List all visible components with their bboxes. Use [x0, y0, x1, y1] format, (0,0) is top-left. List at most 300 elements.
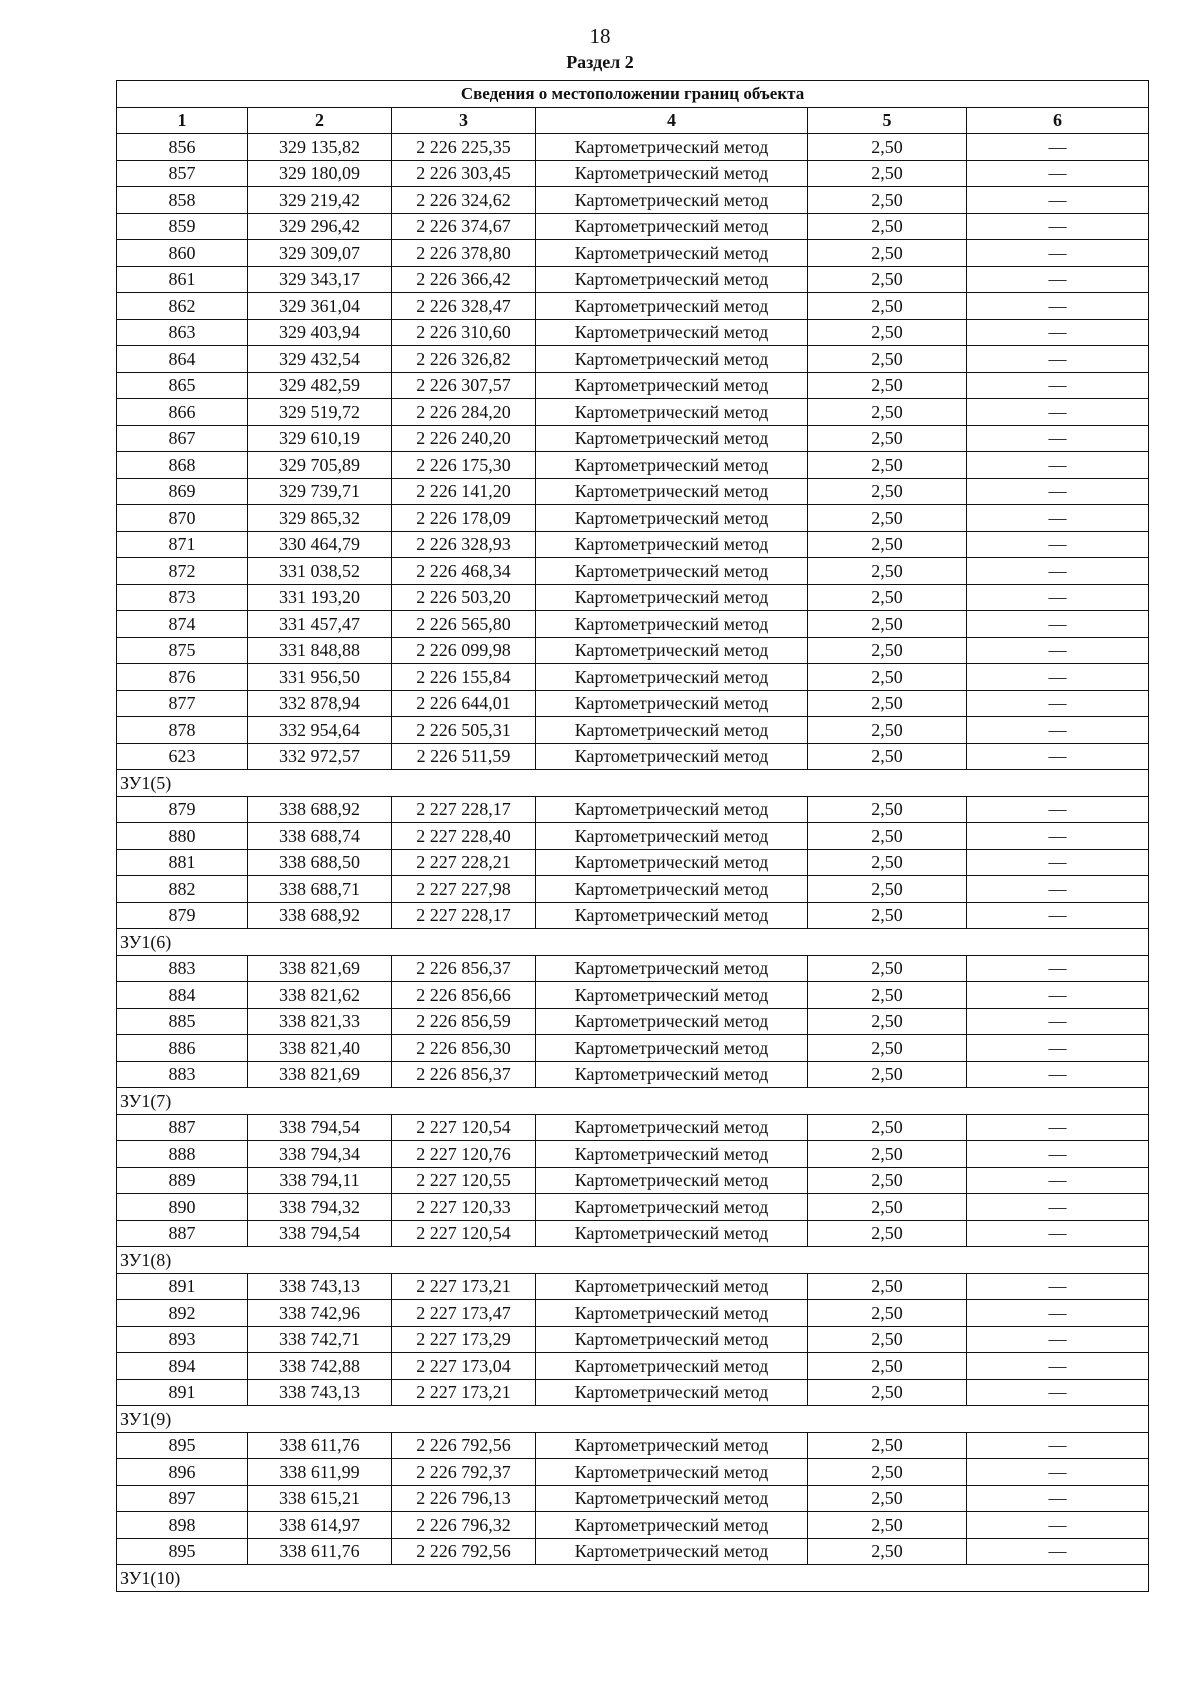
table-row [117, 1273, 1149, 1300]
accuracy-cell: 2,50 [808, 1273, 967, 1300]
accuracy-cell: 2,50 [808, 1008, 967, 1035]
point-number-cell: 897 [117, 1485, 248, 1512]
method-cell: Картометрический метод [536, 1512, 808, 1539]
column-number: 5 [808, 107, 967, 134]
group-header-row [117, 770, 1149, 797]
y-coordinate-cell: 2 226 856,59 [392, 1008, 536, 1035]
x-coordinate-cell: 329 361,04 [248, 293, 392, 320]
y-coordinate-cell: 2 226 856,66 [392, 982, 536, 1009]
method-cell: Картометрический метод [536, 982, 808, 1009]
column-numbers-row [117, 107, 1149, 134]
y-coordinate-cell: 2 226 796,13 [392, 1485, 536, 1512]
accuracy-cell: 2,50 [808, 372, 967, 399]
table-row [117, 1141, 1149, 1168]
method-cell: Картометрический метод [536, 346, 808, 373]
y-coordinate-cell: 2 226 503,20 [392, 584, 536, 611]
method-cell: Картометрический метод [536, 425, 808, 452]
point-number-cell: 870 [117, 505, 248, 532]
point-number-cell: 861 [117, 266, 248, 293]
point-number-cell: 895 [117, 1432, 248, 1459]
point-number-cell: 876 [117, 664, 248, 691]
table-row [117, 664, 1149, 691]
accuracy-cell: 2,50 [808, 319, 967, 346]
note-cell: — [967, 902, 1149, 929]
point-number-cell: 858 [117, 187, 248, 214]
y-coordinate-cell: 2 226 856,37 [392, 955, 536, 982]
y-coordinate-cell: 2 226 565,80 [392, 611, 536, 638]
y-coordinate-cell: 2 227 228,17 [392, 796, 536, 823]
x-coordinate-cell: 329 296,42 [248, 213, 392, 240]
y-coordinate-cell: 2 226 328,93 [392, 531, 536, 558]
method-cell: Картометрический метод [536, 849, 808, 876]
x-coordinate-cell: 332 878,94 [248, 690, 392, 717]
method-cell: Картометрический метод [536, 1459, 808, 1486]
accuracy-cell: 2,50 [808, 134, 967, 161]
point-number-cell: 890 [117, 1194, 248, 1221]
note-cell: — [967, 823, 1149, 850]
note-cell: — [967, 1220, 1149, 1247]
table-row [117, 743, 1149, 770]
x-coordinate-cell: 338 614,97 [248, 1512, 392, 1539]
method-cell: Картометрический метод [536, 1379, 808, 1406]
y-coordinate-cell: 2 226 326,82 [392, 346, 536, 373]
accuracy-cell: 2,50 [808, 664, 967, 691]
point-number-cell: 896 [117, 1459, 248, 1486]
table-row [117, 160, 1149, 187]
note-cell: — [967, 266, 1149, 293]
x-coordinate-cell: 338 688,74 [248, 823, 392, 850]
x-coordinate-cell: 338 794,11 [248, 1167, 392, 1194]
method-cell: Картометрический метод [536, 584, 808, 611]
point-number-cell: 877 [117, 690, 248, 717]
table-row [117, 1220, 1149, 1247]
accuracy-cell: 2,50 [808, 1035, 967, 1062]
x-coordinate-cell: 338 794,54 [248, 1220, 392, 1247]
point-number-cell: 894 [117, 1353, 248, 1380]
note-cell: — [967, 1035, 1149, 1062]
accuracy-cell: 2,50 [808, 849, 967, 876]
accuracy-cell: 2,50 [808, 1353, 967, 1380]
method-cell: Картометрический метод [536, 1061, 808, 1088]
x-coordinate-cell: 338 688,92 [248, 902, 392, 929]
land-plot-label: ЗУ1(7) [117, 1088, 1149, 1115]
y-coordinate-cell: 2 226 792,37 [392, 1459, 536, 1486]
table-row [117, 266, 1149, 293]
x-coordinate-cell: 338 743,13 [248, 1379, 392, 1406]
table-row [117, 372, 1149, 399]
x-coordinate-cell: 338 821,62 [248, 982, 392, 1009]
point-number-cell: 869 [117, 478, 248, 505]
method-cell: Картометрический метод [536, 1353, 808, 1380]
land-plot-label: ЗУ1(5) [117, 770, 1149, 797]
note-cell: — [967, 1459, 1149, 1486]
table-row [117, 213, 1149, 240]
x-coordinate-cell: 338 615,21 [248, 1485, 392, 1512]
accuracy-cell: 2,50 [808, 399, 967, 426]
point-number-cell: 866 [117, 399, 248, 426]
group-header-row [117, 929, 1149, 956]
y-coordinate-cell: 2 226 644,01 [392, 690, 536, 717]
method-cell: Картометрический метод [536, 266, 808, 293]
column-number: 4 [536, 107, 808, 134]
note-cell: — [967, 876, 1149, 903]
method-cell: Картометрический метод [536, 955, 808, 982]
note-cell: — [967, 319, 1149, 346]
point-number-cell: 875 [117, 637, 248, 664]
point-number-cell: 857 [117, 160, 248, 187]
note-cell: — [967, 1485, 1149, 1512]
y-coordinate-cell: 2 226 468,34 [392, 558, 536, 585]
point-number-cell: 895 [117, 1538, 248, 1565]
table-body [117, 81, 1149, 1592]
x-coordinate-cell: 329 403,94 [248, 319, 392, 346]
table-row [117, 955, 1149, 982]
method-cell: Картометрический метод [536, 1485, 808, 1512]
y-coordinate-cell: 2 227 173,04 [392, 1353, 536, 1380]
y-coordinate-cell: 2 226 155,84 [392, 664, 536, 691]
point-number-cell: 878 [117, 717, 248, 744]
note-cell: — [967, 425, 1149, 452]
x-coordinate-cell: 338 611,76 [248, 1538, 392, 1565]
boundary-coordinates-table [116, 80, 1149, 1592]
table-row [117, 399, 1149, 426]
y-coordinate-cell: 2 226 366,42 [392, 266, 536, 293]
point-number-cell: 891 [117, 1379, 248, 1406]
x-coordinate-cell: 338 821,69 [248, 955, 392, 982]
y-coordinate-cell: 2 227 228,40 [392, 823, 536, 850]
accuracy-cell: 2,50 [808, 1432, 967, 1459]
table-row [117, 1326, 1149, 1353]
page-number: 18 [589, 24, 611, 48]
method-cell: Картометрический метод [536, 1141, 808, 1168]
point-number-cell: 880 [117, 823, 248, 850]
table-row [117, 346, 1149, 373]
x-coordinate-cell: 329 219,42 [248, 187, 392, 214]
point-number-cell: 884 [117, 982, 248, 1009]
table-row [117, 1379, 1149, 1406]
note-cell: — [967, 1008, 1149, 1035]
accuracy-cell: 2,50 [808, 1167, 967, 1194]
y-coordinate-cell: 2 226 856,30 [392, 1035, 536, 1062]
point-number-cell: 889 [117, 1167, 248, 1194]
method-cell: Картометрический метод [536, 664, 808, 691]
note-cell: — [967, 1300, 1149, 1327]
y-coordinate-cell: 2 227 120,76 [392, 1141, 536, 1168]
accuracy-cell: 2,50 [808, 425, 967, 452]
accuracy-cell: 2,50 [808, 982, 967, 1009]
method-cell: Картометрический метод [536, 1008, 808, 1035]
method-cell: Картометрический метод [536, 372, 808, 399]
point-number-cell: 863 [117, 319, 248, 346]
point-number-cell: 868 [117, 452, 248, 479]
note-cell: — [967, 849, 1149, 876]
x-coordinate-cell: 329 739,71 [248, 478, 392, 505]
accuracy-cell: 2,50 [808, 452, 967, 479]
y-coordinate-cell: 2 226 374,67 [392, 213, 536, 240]
accuracy-cell: 2,50 [808, 1141, 967, 1168]
note-cell: — [967, 1167, 1149, 1194]
y-coordinate-cell: 2 227 173,21 [392, 1379, 536, 1406]
y-coordinate-cell: 2 226 324,62 [392, 187, 536, 214]
table-row [117, 876, 1149, 903]
column-number: 1 [117, 107, 248, 134]
y-coordinate-cell: 2 227 120,54 [392, 1114, 536, 1141]
table-row [117, 1300, 1149, 1327]
y-coordinate-cell: 2 226 284,20 [392, 399, 536, 426]
note-cell: — [967, 664, 1149, 691]
x-coordinate-cell: 329 343,17 [248, 266, 392, 293]
y-coordinate-cell: 2 226 796,32 [392, 1512, 536, 1539]
accuracy-cell: 2,50 [808, 558, 967, 585]
table-row [117, 531, 1149, 558]
y-coordinate-cell: 2 226 792,56 [392, 1432, 536, 1459]
table-row [117, 1459, 1149, 1486]
point-number-cell: 879 [117, 796, 248, 823]
table-row [117, 1485, 1149, 1512]
point-number-cell: 860 [117, 240, 248, 267]
table-caption: Сведения о местоположении границ объекта [117, 81, 1149, 108]
accuracy-cell: 2,50 [808, 346, 967, 373]
accuracy-cell: 2,50 [808, 690, 967, 717]
accuracy-cell: 2,50 [808, 1114, 967, 1141]
point-number-cell: 874 [117, 611, 248, 638]
accuracy-cell: 2,50 [808, 717, 967, 744]
y-coordinate-cell: 2 227 120,55 [392, 1167, 536, 1194]
note-cell: — [967, 399, 1149, 426]
x-coordinate-cell: 331 956,50 [248, 664, 392, 691]
method-cell: Картометрический метод [536, 452, 808, 479]
y-coordinate-cell: 2 226 856,37 [392, 1061, 536, 1088]
column-number: 6 [967, 107, 1149, 134]
note-cell: — [967, 1273, 1149, 1300]
table-row [117, 240, 1149, 267]
table-row [117, 902, 1149, 929]
y-coordinate-cell: 2 226 141,20 [392, 478, 536, 505]
accuracy-cell: 2,50 [808, 611, 967, 638]
note-cell: — [967, 955, 1149, 982]
y-coordinate-cell: 2 227 173,47 [392, 1300, 536, 1327]
x-coordinate-cell: 338 794,32 [248, 1194, 392, 1221]
accuracy-cell: 2,50 [808, 637, 967, 664]
y-coordinate-cell: 2 227 120,33 [392, 1194, 536, 1221]
note-cell: — [967, 1141, 1149, 1168]
note-cell: — [967, 240, 1149, 267]
table-row [117, 452, 1149, 479]
method-cell: Картометрический метод [536, 1114, 808, 1141]
method-cell: Картометрический метод [536, 293, 808, 320]
y-coordinate-cell: 2 227 120,54 [392, 1220, 536, 1247]
note-cell: — [967, 505, 1149, 532]
point-number-cell: 893 [117, 1326, 248, 1353]
land-plot-label: ЗУ1(10) [117, 1565, 1149, 1592]
method-cell: Картометрический метод [536, 160, 808, 187]
note-cell: — [967, 982, 1149, 1009]
method-cell: Картометрический метод [536, 690, 808, 717]
accuracy-cell: 2,50 [808, 743, 967, 770]
table-row [117, 425, 1149, 452]
point-number-cell: 865 [117, 372, 248, 399]
y-coordinate-cell: 2 226 099,98 [392, 637, 536, 664]
method-cell: Картометрический метод [536, 399, 808, 426]
y-coordinate-cell: 2 227 228,17 [392, 902, 536, 929]
table-row [117, 187, 1149, 214]
note-cell: — [967, 531, 1149, 558]
accuracy-cell: 2,50 [808, 1459, 967, 1486]
note-cell: — [967, 1538, 1149, 1565]
table-row [117, 982, 1149, 1009]
table-row [117, 1035, 1149, 1062]
note-cell: — [967, 558, 1149, 585]
note-cell: — [967, 717, 1149, 744]
x-coordinate-cell: 338 742,71 [248, 1326, 392, 1353]
table-row [117, 1353, 1149, 1380]
y-coordinate-cell: 2 226 505,31 [392, 717, 536, 744]
x-coordinate-cell: 338 821,40 [248, 1035, 392, 1062]
note-cell: — [967, 1194, 1149, 1221]
point-number-cell: 887 [117, 1114, 248, 1141]
x-coordinate-cell: 329 135,82 [248, 134, 392, 161]
table-caption-row [117, 81, 1149, 108]
x-coordinate-cell: 338 743,13 [248, 1273, 392, 1300]
note-cell: — [967, 187, 1149, 214]
accuracy-cell: 2,50 [808, 796, 967, 823]
accuracy-cell: 2,50 [808, 160, 967, 187]
point-number-cell: 882 [117, 876, 248, 903]
method-cell: Картометрический метод [536, 1326, 808, 1353]
x-coordinate-cell: 329 482,59 [248, 372, 392, 399]
note-cell: — [967, 611, 1149, 638]
accuracy-cell: 2,50 [808, 823, 967, 850]
point-number-cell: 872 [117, 558, 248, 585]
table-row [117, 1194, 1149, 1221]
x-coordinate-cell: 331 848,88 [248, 637, 392, 664]
accuracy-cell: 2,50 [808, 213, 967, 240]
land-plot-label: ЗУ1(8) [117, 1247, 1149, 1274]
group-header-row [117, 1565, 1149, 1592]
x-coordinate-cell: 338 611,76 [248, 1432, 392, 1459]
x-coordinate-cell: 338 794,34 [248, 1141, 392, 1168]
group-header-row [117, 1406, 1149, 1433]
y-coordinate-cell: 2 227 227,98 [392, 876, 536, 903]
x-coordinate-cell: 329 309,07 [248, 240, 392, 267]
accuracy-cell: 2,50 [808, 1300, 967, 1327]
table-row [117, 690, 1149, 717]
method-cell: Картометрический метод [536, 213, 808, 240]
method-cell: Картометрический метод [536, 637, 808, 664]
x-coordinate-cell: 330 464,79 [248, 531, 392, 558]
x-coordinate-cell: 329 865,32 [248, 505, 392, 532]
note-cell: — [967, 346, 1149, 373]
y-coordinate-cell: 2 226 792,56 [392, 1538, 536, 1565]
accuracy-cell: 2,50 [808, 187, 967, 214]
note-cell: — [967, 372, 1149, 399]
y-coordinate-cell: 2 226 511,59 [392, 743, 536, 770]
method-cell: Картометрический метод [536, 1194, 808, 1221]
table-row [117, 1432, 1149, 1459]
point-number-cell: 883 [117, 1061, 248, 1088]
note-cell: — [967, 478, 1149, 505]
accuracy-cell: 2,50 [808, 293, 967, 320]
x-coordinate-cell: 338 821,33 [248, 1008, 392, 1035]
accuracy-cell: 2,50 [808, 266, 967, 293]
method-cell: Картометрический метод [536, 558, 808, 585]
point-number-cell: 864 [117, 346, 248, 373]
method-cell: Картометрический метод [536, 134, 808, 161]
method-cell: Картометрический метод [536, 876, 808, 903]
point-number-cell: 859 [117, 213, 248, 240]
x-coordinate-cell: 332 954,64 [248, 717, 392, 744]
point-number-cell: 892 [117, 1300, 248, 1327]
x-coordinate-cell: 329 432,54 [248, 346, 392, 373]
y-coordinate-cell: 2 226 307,57 [392, 372, 536, 399]
section-title: Раздел 2 [566, 52, 634, 72]
method-cell: Картометрический метод [536, 505, 808, 532]
point-number-cell: 881 [117, 849, 248, 876]
note-cell: — [967, 743, 1149, 770]
point-number-cell: 885 [117, 1008, 248, 1035]
y-coordinate-cell: 2 227 173,29 [392, 1326, 536, 1353]
y-coordinate-cell: 2 226 328,47 [392, 293, 536, 320]
x-coordinate-cell: 329 705,89 [248, 452, 392, 479]
x-coordinate-cell: 329 519,72 [248, 399, 392, 426]
table-row [117, 1008, 1149, 1035]
method-cell: Картометрический метод [536, 187, 808, 214]
table-row [117, 584, 1149, 611]
note-cell: — [967, 1326, 1149, 1353]
table-row [117, 1167, 1149, 1194]
note-cell: — [967, 1353, 1149, 1380]
note-cell: — [967, 584, 1149, 611]
table-row [117, 319, 1149, 346]
table-row [117, 611, 1149, 638]
table-row [117, 796, 1149, 823]
x-coordinate-cell: 338 611,99 [248, 1459, 392, 1486]
method-cell: Картометрический метод [536, 1035, 808, 1062]
y-coordinate-cell: 2 227 173,21 [392, 1273, 536, 1300]
method-cell: Картометрический метод [536, 1432, 808, 1459]
group-header-row [117, 1247, 1149, 1274]
accuracy-cell: 2,50 [808, 1485, 967, 1512]
y-coordinate-cell: 2 227 228,21 [392, 849, 536, 876]
note-cell: — [967, 1061, 1149, 1088]
x-coordinate-cell: 331 193,20 [248, 584, 392, 611]
note-cell: — [967, 1114, 1149, 1141]
x-coordinate-cell: 329 610,19 [248, 425, 392, 452]
method-cell: Картометрический метод [536, 717, 808, 744]
x-coordinate-cell: 329 180,09 [248, 160, 392, 187]
table-row [117, 717, 1149, 744]
accuracy-cell: 2,50 [808, 584, 967, 611]
note-cell: — [967, 1379, 1149, 1406]
point-number-cell: 886 [117, 1035, 248, 1062]
table-row [117, 558, 1149, 585]
y-coordinate-cell: 2 226 378,80 [392, 240, 536, 267]
method-cell: Картометрический метод [536, 1538, 808, 1565]
accuracy-cell: 2,50 [808, 240, 967, 267]
accuracy-cell: 2,50 [808, 955, 967, 982]
group-header-row [117, 1088, 1149, 1115]
note-cell: — [967, 637, 1149, 664]
x-coordinate-cell: 338 794,54 [248, 1114, 392, 1141]
y-coordinate-cell: 2 226 178,09 [392, 505, 536, 532]
point-number-cell: 623 [117, 743, 248, 770]
table-row [117, 505, 1149, 532]
note-cell: — [967, 796, 1149, 823]
y-coordinate-cell: 2 226 303,45 [392, 160, 536, 187]
note-cell: — [967, 690, 1149, 717]
note-cell: — [967, 134, 1149, 161]
method-cell: Картометрический метод [536, 240, 808, 267]
